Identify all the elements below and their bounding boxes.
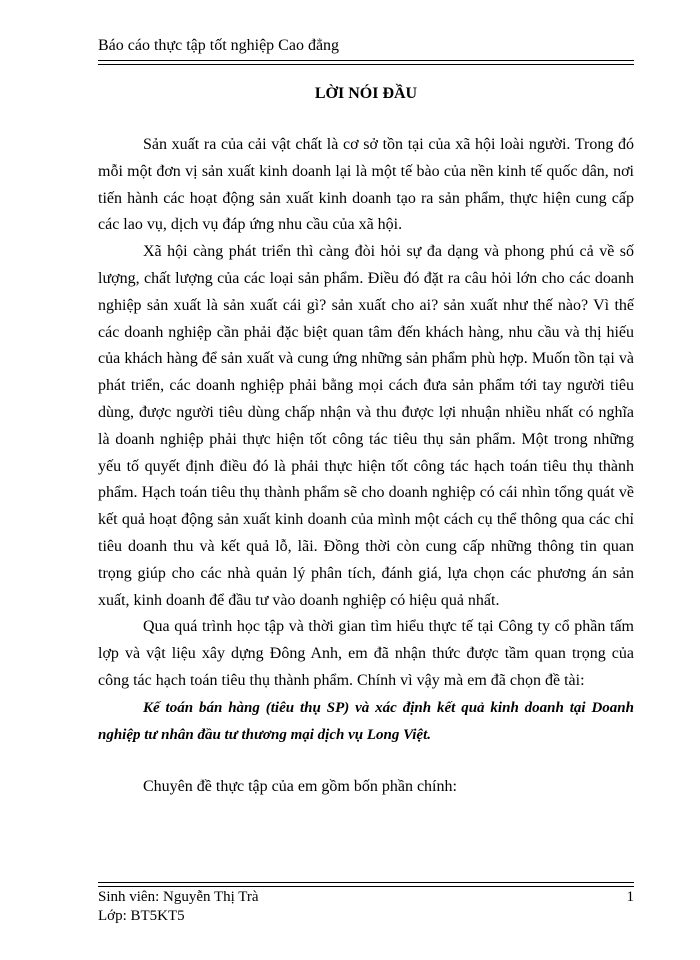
page-number: 1 <box>626 889 634 905</box>
header-divider <box>98 60 634 65</box>
page-header <box>98 36 634 56</box>
footer-divider <box>98 882 634 887</box>
document-body <box>98 132 634 801</box>
student-name: Sinh viên: Nguyễn Thị Trà <box>98 889 259 905</box>
paragraph-1: Sản xuất ra của cải vật chất là cơ sở tồn tại của xã hội loài người. Trong đó mỗi một đơn vị sản xuất kinh doanh lại là một tế bào của nền kinh tế quốc dân, nơi tiến hành các hoạt động sản xuất kinh doanh tạo ra sản phẩm, thực hiện cung cấp các lao vụ, dịch vụ đáp ứng nhu cầu của xã hội. <box>98 136 634 234</box>
class-label: Lớp: BT5KT5 <box>98 908 185 924</box>
paragraph-2: Xã hội càng phát triển thì càng đòi hỏi sự đa dạng và phong phú cả về số lượng, chất lượng của các loại sản phẩm. Điều đó đặt ra câu hỏi lớn cho các doanh nghiệp sản xuất là sản xuất cái gì? sản xuất cho ai? sản xuất như thế nào? Vì thế các doanh nghiệp cần phải đặc biệt quan tâm đến khách hàng, nhu cầu và thị hiếu của khách hàng để sản xuất và cung ứng những sản phẩm phù hợp. Muốn tồn tại và phát triển, các doanh nghiệp phải bằng mọi cách đưa sản phẩm tới tay người tiêu dùng, được người tiêu dùng chấp nhận và thu được lợi nhuận nhiều nhất có nghĩa là doanh nghiệp phải thực hiện tốt công tác tiêu thụ sản phẩm. Một trong những yếu tố quyết định điều đó là phải thực hiện tốt công tác hạch toán tiêu thụ thành phẩm. Hạch toán tiêu thụ thành phẩm sẽ cho doanh nghiệp có cái nhìn tổng quát về kết quả hoạt động sản xuất kinh doanh của mình một cách cụ thể thông qua các chỉ tiêu doanh thu và kết quả lỗ, lãi. Đồng thời còn cung cấp những thông tin quan trọng giúp cho các nhà quản lý phân tích, đánh giá, lựa chọn các phương án sản xuất, kinh doanh để đầu tư vào doanh nghiệp có hiệu quả nhất. <box>98 243 634 609</box>
page-footer <box>98 888 634 926</box>
page-title: LỜI NÓI ĐẦU <box>314 85 418 102</box>
closing-paragraph: Chuyên đề thực tập của em gồm bốn phần chính: <box>143 778 457 796</box>
header-title: Báo cáo thực tập tốt nghiệp Cao đẳng <box>98 37 340 54</box>
thesis-topic: Kế toán bán hàng (tiêu thụ SP) và xác định kết quả kinh doanh tại Doanh nghiệp tư nhân đầu tư thương mại dịch vụ Long Việt. <box>98 699 634 743</box>
paragraph-3: Qua quá trình học tập và thời gian tìm hiểu thực tế tại Công ty cổ phần tấm lợp và vật liệu xây dựng Đông Anh, em đã nhận thức được tầm quan trọng của công tác hạch toán tiêu thụ thành phẩm. Chính vì vậy mà em đã chọn đề tài: <box>98 618 634 689</box>
